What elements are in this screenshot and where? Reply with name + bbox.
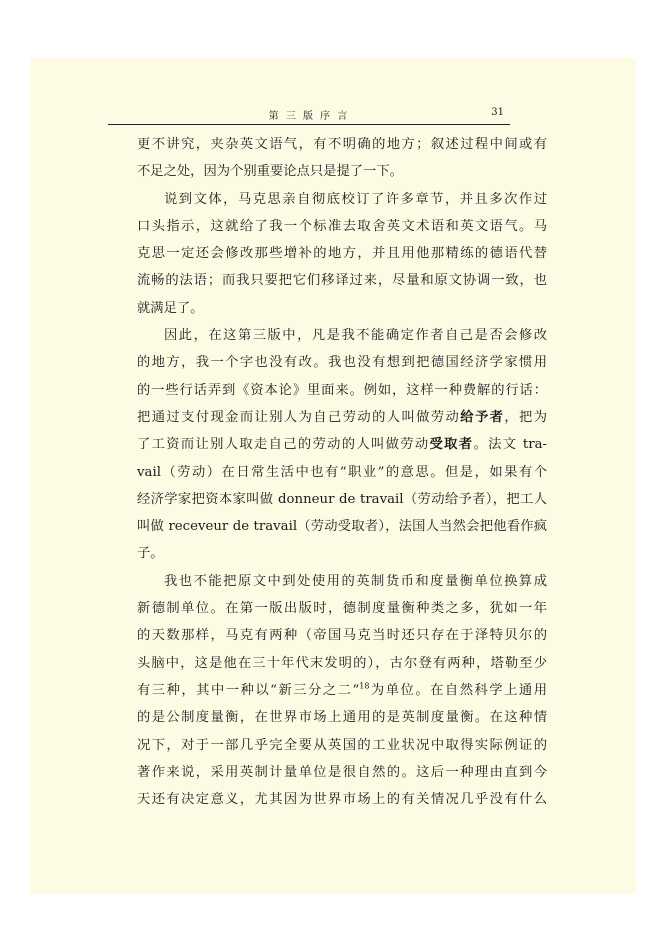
text-line: 更不讲究，夹杂英文语气，有不明确的地方；叙述过程中间或有 (137, 137, 547, 152)
text-line: 我也不能把原文中到处使用的英制货币和度量衡单位换算成 (164, 573, 547, 589)
text-line (137, 677, 547, 704)
text-line: 口头指示，这就给了我一个标准去取舍英文术语和英文语气。马 (137, 218, 547, 234)
text-segment: 了工资而让别人取走自己的劳动的人叫做劳动 (137, 437, 430, 453)
text-line: 叫做 receveur de travail（劳动受取者），法国人当然会把他看作疯 (137, 519, 547, 535)
text-line: 流畅的法语；而我只要把它们移译过来，尽量和原文协调一致，也 (137, 273, 547, 289)
text-line (137, 404, 547, 431)
text-line (137, 431, 547, 458)
text-segment: 。法文 tra- (473, 437, 547, 453)
text-line: 新德制单位。在第一版出版时，德制度量衡种类之多，犹如一年 (137, 601, 547, 617)
text-line: 的是公制度量衡，在世界市场上通用的是英制度量衡。在这种情 (137, 710, 547, 726)
text-line: 经济学家把资本家叫做 donneur de travail（劳动给予者），把工人 (137, 491, 547, 507)
text-line: 克思一定还会修改那些增补的地方，并且用他那精练的德语代替 (137, 246, 547, 262)
text-segment: 把通过支付现金而让别人为自己劳动的人叫做劳动 (137, 409, 461, 425)
text-segment: 有三种，其中一种以“新三分之二” (137, 682, 360, 698)
text-line: 子。 (137, 546, 164, 562)
text-line: 不足之处，因为个别重要论点只是提了一下。 (137, 164, 403, 180)
text-line: 头脑中，这是他在三十年代末发明的），古尔登有两种，塔勒至少 (137, 655, 547, 671)
bold-term: 受取者 (429, 437, 474, 453)
text-line: 的一些行话弄到《资本论》里面来。例如，这样一种费解的行话： (137, 382, 547, 398)
bold-term: 给予者 (460, 409, 505, 425)
text-line: vail（劳动）在日常生活中也有“职业”的意思。但是，如果有个 (137, 464, 547, 480)
text-line: 天还有决定意义，尤其因为世界市场上的有关情况几乎没有什么 (137, 792, 547, 808)
text-line: 的地方，我一个字也没有改。我也没有想到把德国经济学家惯用 (137, 355, 547, 371)
text-line: 就满足了。 (137, 300, 204, 316)
text-line: 说到文体，马克思亲自彻底校订了许多章节，并且多次作过 (164, 191, 547, 207)
text-line: 的天数那样，马克有两种（帝国马克当时还只存在于泽特贝尔的 (137, 628, 547, 644)
header-title: 第 三 版 序 言 (268, 111, 350, 122)
text-line: 况下，对于一部几乎完全要从英国的工业状况中取得实际例证的 (137, 737, 547, 753)
text-line: 因此，在这第三版中，凡是我不能确定作者自己是否会修改 (164, 328, 547, 344)
running-header (108, 102, 510, 125)
footnote-marker[interactable]: 18 (359, 681, 370, 691)
text-segment: 为单位。在自然科学上通用 (369, 682, 547, 698)
page-number: 31 (491, 107, 504, 118)
text-segment: ，把为 (504, 409, 548, 425)
text-line: 著作来说，采用英制计量单位是很自然的。这后一种理由直到今 (137, 764, 547, 780)
body-text (137, 131, 547, 813)
